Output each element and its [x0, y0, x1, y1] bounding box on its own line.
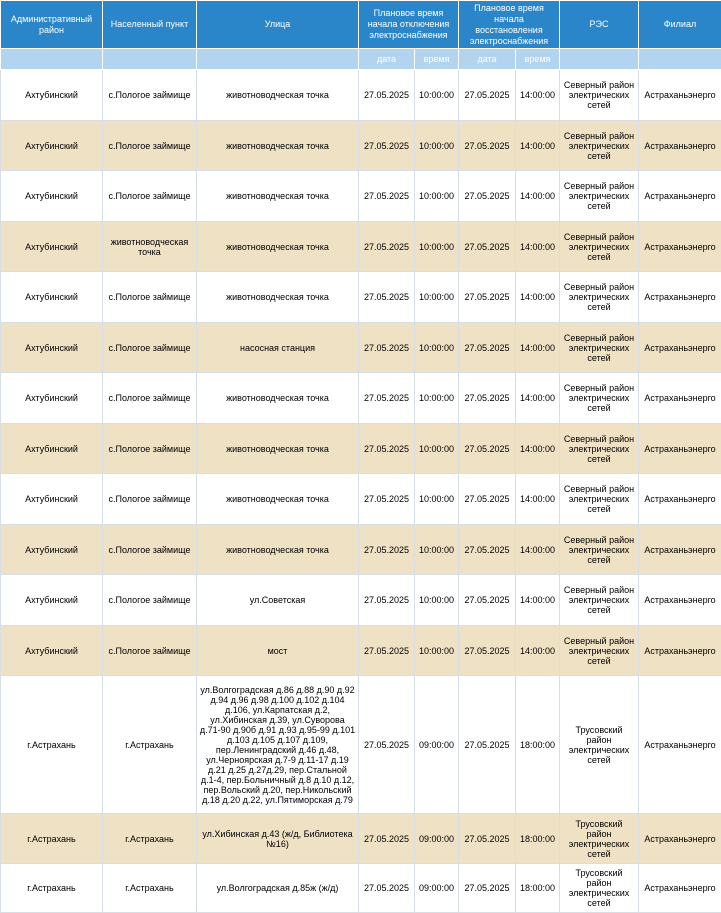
cell-district: Ахтубинский [1, 171, 103, 222]
cell-res: Трусовский район электрических сетей [560, 676, 639, 814]
cell-settlement: с.Пологое займище [103, 626, 197, 676]
table-body [1, 70, 721, 913]
cell-date1: 27.05.2025 [359, 373, 415, 424]
cell-time1: 10:00:00 [415, 121, 459, 171]
cell-date2: 27.05.2025 [459, 525, 516, 575]
cell-date1: 27.05.2025 [359, 626, 415, 676]
cell-branch: Астраханьэнерго [639, 373, 721, 424]
table-row [1, 222, 721, 272]
cell-street: ул.Волгоградская д.86 д.88 д.90 д.92 д.94 д.96 д.98 д.100 д.102 д.104 д.106, ул.Карпатская д.2, ул.Хибинская д.39, ул.Суворова д.71-90 д.90б д.91 д.93 д.95-99 д.101 д.103 д.105 д.107 д.109, пер.Ленинградский д.46 д.48, ул.Черноярская д.7-9 д.11-17 д.19 д.21 д.25 д.27д.29, пер.Стальной д.1-4, пер.Больничный д.8 д.10 д.12, пер.Вольский д.20, пер.Никольский д.18 д.20 д.22, ул.Пятиморская д.79 [197, 676, 359, 814]
cell-branch: Астраханьэнерго [639, 474, 721, 525]
cell-branch: Астраханьэнерго [639, 121, 721, 171]
cell-settlement: с.Пологое займище [103, 575, 197, 626]
cell-settlement: с.Пологое займище [103, 323, 197, 373]
cell-res: Северный район электрических сетей [560, 626, 639, 676]
table-row [1, 626, 721, 676]
cell-settlement: с.Пологое займище [103, 70, 197, 121]
cell-date1: 27.05.2025 [359, 323, 415, 373]
cell-settlement: с.Пологое займище [103, 272, 197, 323]
cell-res: Северный район электрических сетей [560, 474, 639, 525]
table-row [1, 525, 721, 575]
cell-date1: 27.05.2025 [359, 474, 415, 525]
cell-branch: Астраханьэнерго [639, 70, 721, 121]
cell-branch: Астраханьэнерго [639, 814, 721, 864]
cell-res: Северный район электрических сетей [560, 222, 639, 272]
cell-street: ул.Хибинская д.43 (ж/д, Библиотека №16) [197, 814, 359, 864]
cell-date2: 27.05.2025 [459, 864, 516, 913]
cell-date1: 27.05.2025 [359, 864, 415, 913]
cell-street: животноводческая точка [197, 272, 359, 323]
cell-street: ул.Советская [197, 575, 359, 626]
cell-res: Трусовский район электрических сетей [560, 864, 639, 913]
cell-date2: 27.05.2025 [459, 70, 516, 121]
cell-district: Ахтубинский [1, 424, 103, 474]
cell-date2: 27.05.2025 [459, 814, 516, 864]
cell-date2: 27.05.2025 [459, 171, 516, 222]
cell-settlement: г.Астрахань [103, 814, 197, 864]
cell-time1: 10:00:00 [415, 525, 459, 575]
cell-date2: 27.05.2025 [459, 474, 516, 525]
subheader-date: дата [459, 49, 516, 70]
cell-time1: 10:00:00 [415, 70, 459, 121]
cell-branch: Астраханьэнерго [639, 171, 721, 222]
cell-street: ул.Волгоградская д.85ж (ж/д) [197, 864, 359, 913]
cell-district: г.Астрахань [1, 814, 103, 864]
header-district: Административный район [1, 1, 103, 49]
cell-time1: 10:00:00 [415, 575, 459, 626]
cell-district: г.Астрахань [1, 864, 103, 913]
cell-time2: 14:00:00 [516, 424, 560, 474]
header-res: РЭС [560, 1, 639, 49]
cell-date1: 27.05.2025 [359, 272, 415, 323]
cell-time1: 10:00:00 [415, 323, 459, 373]
cell-date2: 27.05.2025 [459, 272, 516, 323]
cell-branch: Астраханьэнерго [639, 676, 721, 814]
cell-date2: 27.05.2025 [459, 575, 516, 626]
subheader-empty [103, 49, 197, 70]
cell-settlement: с.Пологое займище [103, 424, 197, 474]
cell-street: животноводческая точка [197, 424, 359, 474]
cell-time1: 10:00:00 [415, 424, 459, 474]
cell-district: Ахтубинский [1, 626, 103, 676]
cell-res: Северный район электрических сетей [560, 373, 639, 424]
cell-district: Ахтубинский [1, 222, 103, 272]
cell-date1: 27.05.2025 [359, 676, 415, 814]
table-row [1, 814, 721, 864]
subheader-empty [1, 49, 103, 70]
cell-district: г.Астрахань [1, 676, 103, 814]
cell-street: животноводческая точка [197, 121, 359, 171]
cell-date2: 27.05.2025 [459, 121, 516, 171]
cell-district: Ахтубинский [1, 525, 103, 575]
cell-branch: Астраханьэнерго [639, 424, 721, 474]
cell-street: животноводческая точка [197, 222, 359, 272]
cell-time2: 18:00:00 [516, 814, 560, 864]
cell-street: насосная станция [197, 323, 359, 373]
cell-time2: 18:00:00 [516, 864, 560, 913]
cell-street: животноводческая точка [197, 70, 359, 121]
cell-date1: 27.05.2025 [359, 525, 415, 575]
table-row [1, 424, 721, 474]
cell-res: Северный район электрических сетей [560, 575, 639, 626]
cell-street: животноводческая точка [197, 171, 359, 222]
table-row [1, 70, 721, 121]
header-off-start: Плановое время начала отключения электроснабжения [359, 1, 459, 49]
cell-date2: 27.05.2025 [459, 222, 516, 272]
cell-date1: 27.05.2025 [359, 70, 415, 121]
cell-settlement: с.Пологое займище [103, 474, 197, 525]
cell-time1: 10:00:00 [415, 474, 459, 525]
subheader-date: дата [359, 49, 415, 70]
subheader-time: время [516, 49, 560, 70]
header-settlement: Населенный пункт [103, 1, 197, 49]
cell-time1: 10:00:00 [415, 626, 459, 676]
cell-date2: 27.05.2025 [459, 323, 516, 373]
header-branch: Филиал [639, 1, 721, 49]
cell-date1: 27.05.2025 [359, 171, 415, 222]
cell-street: животноводческая точка [197, 474, 359, 525]
cell-settlement: с.Пологое займище [103, 373, 197, 424]
cell-res: Северный район электрических сетей [560, 272, 639, 323]
cell-time2: 14:00:00 [516, 474, 560, 525]
cell-branch: Астраханьэнерго [639, 272, 721, 323]
cell-time1: 09:00:00 [415, 676, 459, 814]
table-row [1, 121, 721, 171]
table-row [1, 474, 721, 525]
cell-district: Ахтубинский [1, 70, 103, 121]
cell-date2: 27.05.2025 [459, 676, 516, 814]
cell-time1: 09:00:00 [415, 814, 459, 864]
cell-time1: 10:00:00 [415, 272, 459, 323]
cell-time2: 14:00:00 [516, 171, 560, 222]
table-row [1, 676, 721, 814]
cell-time1: 10:00:00 [415, 171, 459, 222]
cell-settlement: г.Астрахань [103, 676, 197, 814]
cell-res: Северный район электрических сетей [560, 121, 639, 171]
cell-settlement: с.Пологое займище [103, 525, 197, 575]
cell-date1: 27.05.2025 [359, 814, 415, 864]
cell-date2: 27.05.2025 [459, 626, 516, 676]
table-row [1, 272, 721, 323]
cell-res: Северный район электрических сетей [560, 70, 639, 121]
cell-district: Ахтубинский [1, 121, 103, 171]
cell-date2: 27.05.2025 [459, 373, 516, 424]
cell-time1: 10:00:00 [415, 222, 459, 272]
header-street: Улица [197, 1, 359, 49]
cell-date1: 27.05.2025 [359, 575, 415, 626]
cell-time2: 18:00:00 [516, 676, 560, 814]
cell-settlement: г.Астрахань [103, 864, 197, 913]
cell-time2: 14:00:00 [516, 272, 560, 323]
cell-time2: 14:00:00 [516, 70, 560, 121]
cell-district: Ахтубинский [1, 272, 103, 323]
cell-time2: 14:00:00 [516, 373, 560, 424]
cell-street: животноводческая точка [197, 373, 359, 424]
header-restore-start: Плановое время начала восстановления электроснабжения [459, 1, 560, 49]
table-row [1, 373, 721, 424]
cell-date2: 27.05.2025 [459, 424, 516, 474]
cell-district: Ахтубинский [1, 575, 103, 626]
cell-street: мост [197, 626, 359, 676]
cell-res: Северный район электрических сетей [560, 424, 639, 474]
cell-settlement: с.Пологое займище [103, 121, 197, 171]
cell-time2: 14:00:00 [516, 222, 560, 272]
cell-date1: 27.05.2025 [359, 222, 415, 272]
cell-district: Ахтубинский [1, 474, 103, 525]
table-row [1, 323, 721, 373]
cell-street: животноводческая точка [197, 525, 359, 575]
cell-time1: 09:00:00 [415, 864, 459, 913]
cell-res: Северный район электрических сетей [560, 171, 639, 222]
cell-res: Трусовский район электрических сетей [560, 814, 639, 864]
cell-branch: Астраханьэнерго [639, 222, 721, 272]
table-row [1, 864, 721, 913]
table-row [1, 575, 721, 626]
cell-time2: 14:00:00 [516, 121, 560, 171]
cell-time2: 14:00:00 [516, 323, 560, 373]
cell-time1: 10:00:00 [415, 373, 459, 424]
cell-district: Ахтубинский [1, 373, 103, 424]
cell-time2: 14:00:00 [516, 575, 560, 626]
subheader-empty [560, 49, 639, 70]
cell-branch: Астраханьэнерго [639, 525, 721, 575]
cell-settlement: животноводческая точка [103, 222, 197, 272]
subheader-time: время [415, 49, 459, 70]
table-row [1, 171, 721, 222]
cell-branch: Астраханьэнерго [639, 626, 721, 676]
cell-settlement: с.Пологое займище [103, 171, 197, 222]
cell-date1: 27.05.2025 [359, 424, 415, 474]
cell-branch: Астраханьэнерго [639, 864, 721, 913]
cell-branch: Астраханьэнерго [639, 575, 721, 626]
cell-time2: 14:00:00 [516, 525, 560, 575]
cell-res: Северный район электрических сетей [560, 525, 639, 575]
cell-date1: 27.05.2025 [359, 121, 415, 171]
cell-district: Ахтубинский [1, 323, 103, 373]
subheader-empty [197, 49, 359, 70]
cell-time2: 14:00:00 [516, 626, 560, 676]
subheader-empty [639, 49, 721, 70]
cell-branch: Астраханьэнерго [639, 323, 721, 373]
cell-res: Северный район электрических сетей [560, 323, 639, 373]
